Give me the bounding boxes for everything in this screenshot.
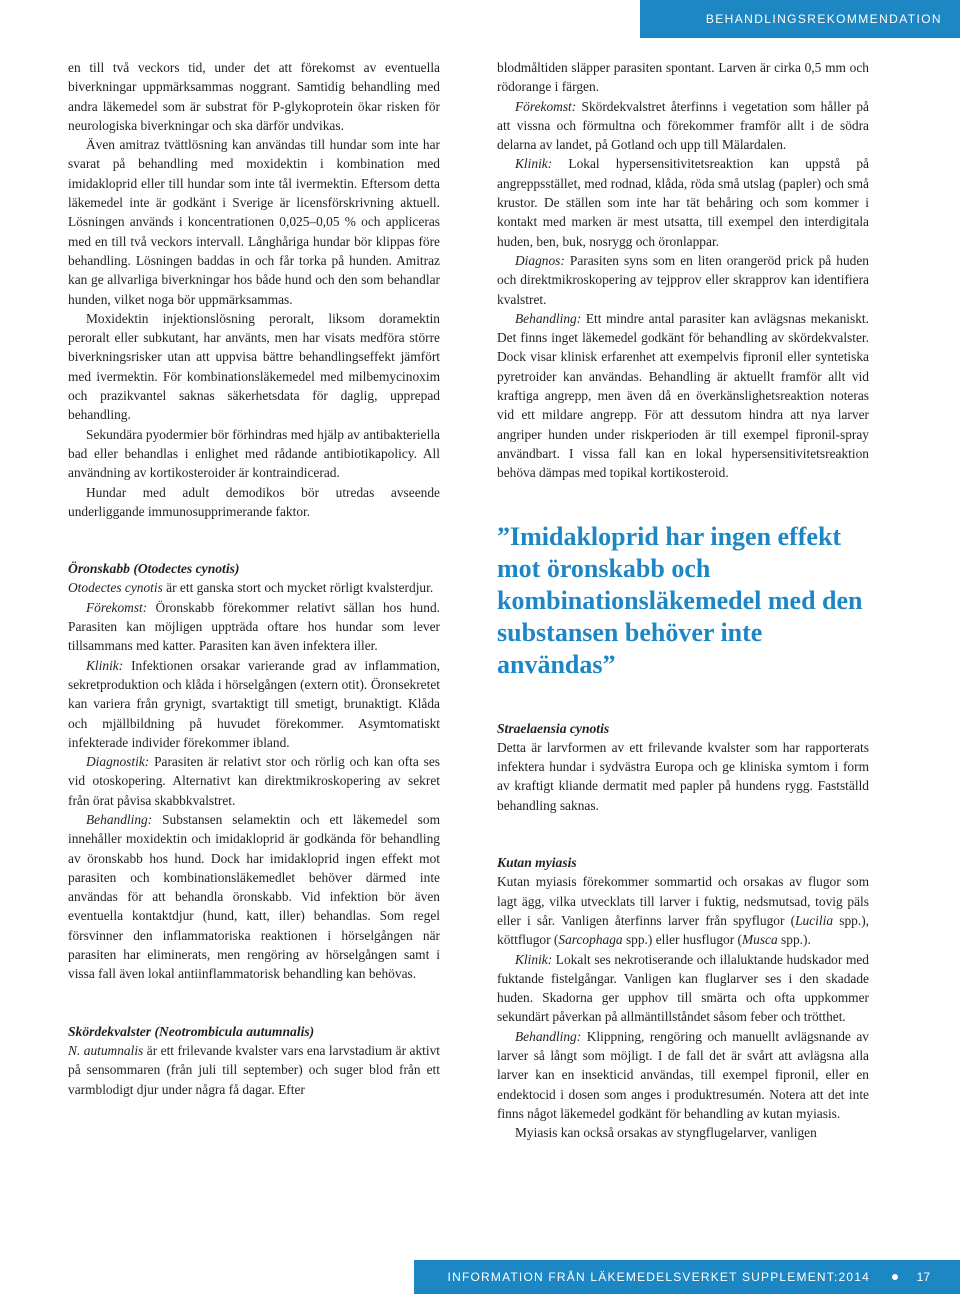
paragraph: en till två veckors tid, under det att förekomst av eventuella biverkningar uppmärksammas noggrant. Samtidig behandling med andra läkemedel som är substrat för P-glykoprotein ökar risken för neurologiska biverkningar och ska därför undvikas. (68, 60, 440, 133)
paragraph: Kutan myiasis förekommer sommartid och orsakas av flugor som lagt ägg, vilka utvecklats till larver i fuktig, nedsmutsad, tovig päls eller i sår. Vanligen återfinns larver från spyflugor (Lucilia spp.), köttflugor (Sarcophaga spp.) eller husflugor (Musca spp.). (497, 874, 870, 948)
section-label: BEHANDLINGSREKOMMENDATION (705, 12, 942, 26)
term: Förekomst: (515, 98, 577, 114)
paragraph-text: Lokalt ses nekrotiserande och illaluktande hudskador med fuktande fistelgångar. Vanligen kan fluglarver ses i den skadade huden. Skadorna ger upphov till smärta och ofta uppkommer sekundärt påverkan på allmäntillståndet såsom feber och trötthet. (497, 951, 869, 1025)
left-column (68, 58, 440, 1099)
paragraph: Även amitraz tvättlösning kan användas till hundar som inte har svarat på behandling med moxidektin i kombination med imidakloprid eller till hundar som inte tål ivermektin. Eftersom detta läkemedel inte är godkänt i Sverige är licensförskrivning aktuell. Lösningen används i koncentrationen 0,025–0,05 % och appliceras med en till två veckors intervall. Långhåriga hundar bör klippas före behandling. Lösningen baddas in och får torka på hunden. Amitraz kan ge allvarliga biverkningar hos både hund och den som behandlar hunden, vilket noga bör uppmärksammas. (68, 137, 440, 307)
paragraph-text: är ett frilevande kvalster vars ena larvstadium är aktivt på sensommaren (från juli till september) och suger blod från ett varmblodigt djur under några få dagar. Efter (68, 1042, 440, 1097)
page-number: 17 (916, 1270, 930, 1284)
section-heading-oronskabb: Öronskabb (Otodectes cynotis) (68, 561, 240, 577)
term: Diagnos: (515, 252, 565, 268)
right-column (497, 58, 869, 1142)
paragraph: Moxidektin injektionslösning peroralt, liksom doramektin peroralt eller subkutant, har använts, men har visats medföra större biverkningsrisker utan att uppvisa bättre behandlingseffekt jämfört med ivermektin. För kombinationsläkemedel med milbemycinoxim och prazikvantel saknas säkerhetsdata för daglig, upprepad behandling. (68, 310, 440, 423)
paragraph-text: Infektionen orsakar varierande grad av inflammation, sekretproduktion och klåda i hörselgången (extern otit). Öronsekretet kan variera från grynigt, svartaktigt till smetigt, brunaktigt. Klåda och mjällbildning på huvudet förekommer. Asymtomatiskt infekterade individer förekommer ibland. (68, 657, 440, 750)
term: Klinik: (515, 951, 553, 967)
paragraph-text: Ett mindre antal parasiter kan avlägsnas mekaniskt. Det finns inget läkemedel godkänt för behandling av skördekvalster. Dock visar klinisk erfarenhet att exempelvis fipronil eller syntetiska pyretroider kan användas. Behandling är aktuellt framför allt vid kraftiga angrepp, men även då en överkänslighetsreaktion noteras vid ett mildare angrepp. För att dessutom hindra att nya larver angriper hunden under riskperioden är till exempel fipronil-spray användbart. I vissa fall kan en lokal hypersensitivitetsreaktion behöva dämpas med topikal kortikosteroid. (497, 310, 869, 481)
publication-label: INFORMATION FRÅN LÄKEMEDELSVERKET SUPPLEMENT:2014 (447, 1270, 870, 1284)
footer-bar (414, 1260, 960, 1294)
paragraph: Detta är larvformen av ett frilevande kvalster som har rapporterats infektera hundar i sydvästra Europa och ge kliniska symtom i form av kraftigt kliande dermatit med papler på hundens rygg. Fastställd behandling saknas. (497, 739, 869, 813)
paragraph-text: Klippning, rengöring och manuellt avlägsnande av larver så långt som möjligt. I de fall det är svårt att avlägsna alla larver kan en insekticid användas, till exempel fipronil, eller en endektocid i dosen som anges i produktresumén. Notera att det inte finns något läkemedel godkänt för behandling av kutan myiasis. (497, 1028, 869, 1121)
paragraph: Hundar med adult demodikos bör utredas avseende underliggande immunosupprimerande faktor. (68, 484, 440, 519)
paragraph: Sekundära pyodermier bör förhindras med hjälp av antibakteriella bad eller behandlas i enlighet med rådande antibiotikapolicy. All användning av kortikosteroider är kontraindicerad. (68, 426, 440, 481)
section-heading-skordekvalster: Skördekvalster (Neotrombicula autumnalis) (68, 1023, 315, 1039)
paragraph-text: Lokal hypersensitivitetsreaktion kan uppstå på angreppsstället, med rodnad, klåda, röda små utslag (papler) och små krustor. De ställen som inte har tät behåring och som kommer i kontakt med marken är mest utsatta, till exempel den interdigitala huden, ben, buk, nosrygg och öronlappar. (497, 156, 869, 249)
term: Behandling: (515, 1028, 582, 1044)
term: Behandling: (86, 811, 153, 827)
term: Förekomst: (86, 599, 148, 615)
bullet-dot (892, 1274, 898, 1280)
paragraph: Myiasis kan också orsakas av styngflugelarver, vanligen (515, 1125, 817, 1141)
paragraph-text: Substansen selamektin och ett läkemedel som innehåller moxidektin och imidakloprid är godkända för behandling av öronskabb hos hund. Dock har imidakloprid ingen effekt mot parasiten och kombinationsläkemedlet behöver därmed inte användas för att behandla öronskabb. Vid infektion bör även eventuella kontaktdjur (hund, katt, iller) behandlas. Som regel försvinner den inflammatoriska reaktionen i hörselgången när parasiten har eliminerats, men rengöring av hörselgången samt i vissa fall även lokal antiinflammatorisk behandling kan behövas. (68, 811, 440, 982)
paragraph: blodmåltiden släpper parasiten spontant. Larven är cirka 0,5 mm och rödorange i färgen. (497, 60, 869, 95)
paragraph-text: Parasiten är relativt stor och rörlig och kan ofta ses vid otoskopering. Alternativt kan direktmikroskopering av sekret från örat påvisa skabbkvalstret. (68, 754, 440, 808)
paragraph-text: Parasiten syns som en liten orangeröd prick på huden och direktmikroskopering av tejpprov eller skrapprov kan identifiera kvalstret. (497, 252, 869, 307)
section-heading-straelaensia: Straelaensia cynotis (497, 720, 610, 736)
term: Behandling: (515, 310, 582, 326)
term: Otodectes cynotis (68, 580, 163, 596)
term: N. autumnalis (68, 1042, 144, 1058)
paragraph-text: Öronskabb förekommer relativt sällan hos hund. Parasiten kan möjligen uppträda oftare hos hundar som lever tillsammans med katter. Parasiten kan även infektera iller. (68, 599, 440, 654)
paragraph-text: Skördekvalstret återfinns i vegetation som håller på att vissna och förmultna och förekommer framför allt i de södra delarna av landet, på Gotland och upp till Mälardalen. (497, 98, 869, 153)
paragraph-text: är ett ganska stort och mycket rörligt kvalsterdjur. (162, 580, 434, 596)
term: Klinik: (515, 156, 553, 172)
header-bar (640, 0, 960, 38)
term: Diagnostik: (86, 754, 150, 770)
pull-quote: ”Imidakloprid har ingen effekt mot öronskabb och kombinationsläkemedel med den substansen behöver inte användas” (497, 521, 863, 679)
section-heading-kutan-myiasis: Kutan myiasis (497, 855, 577, 871)
term: Klinik: (86, 657, 124, 673)
